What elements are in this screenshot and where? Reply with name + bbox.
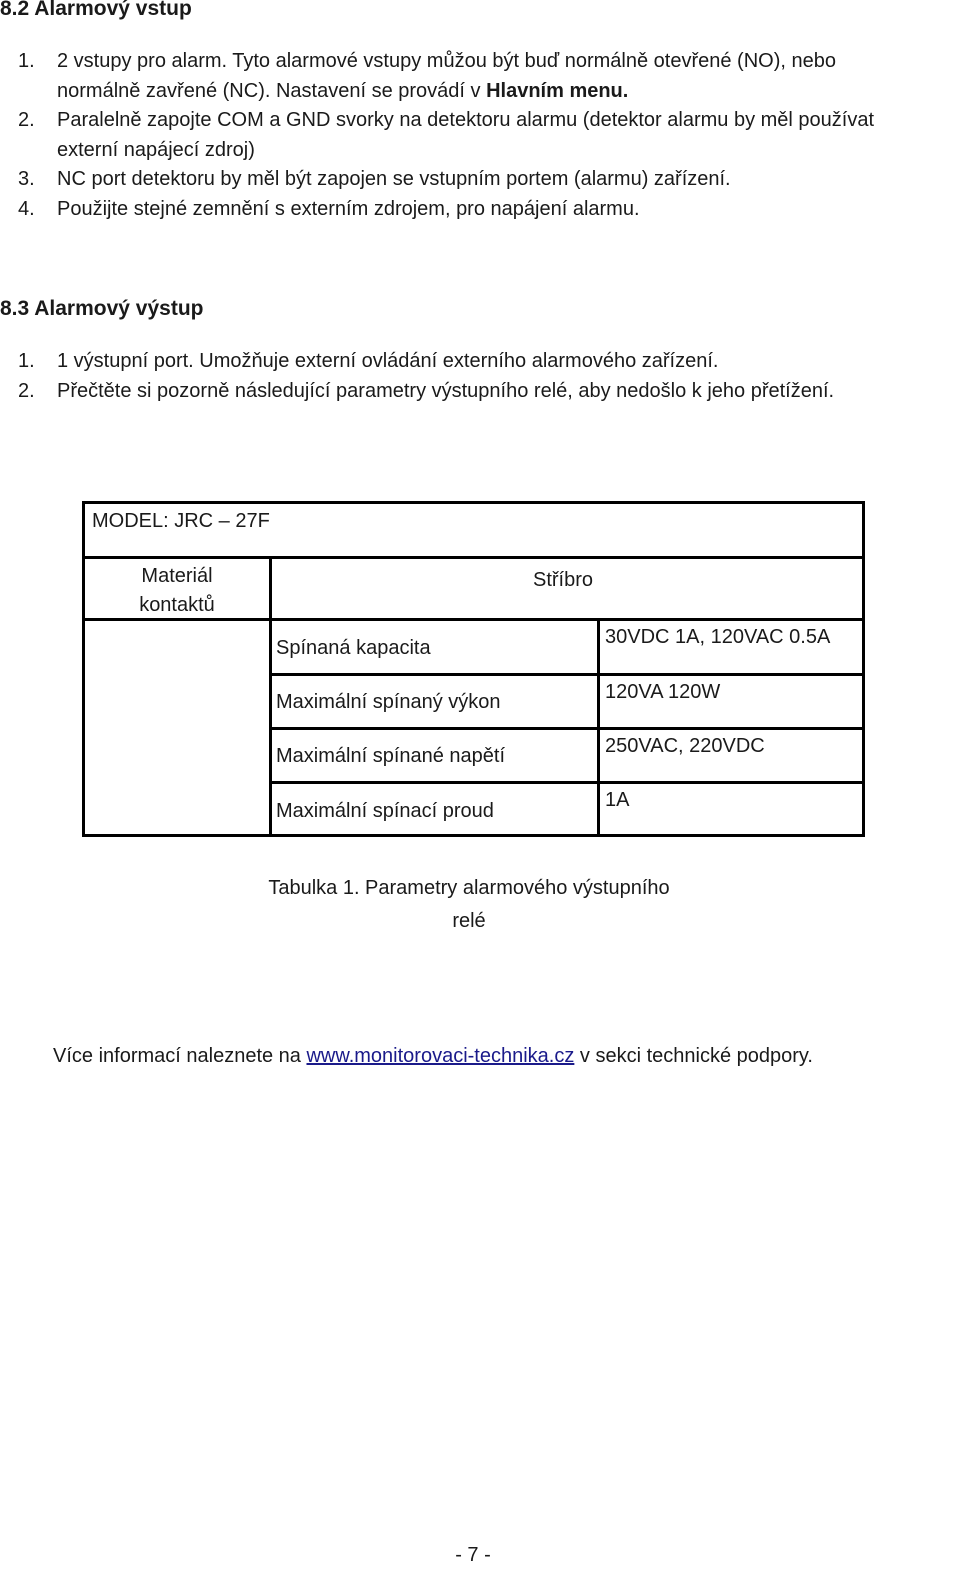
list-text-part: normálně zavřené (NC). Nastavení se provádí v bbox=[57, 80, 487, 102]
table-cell-value: 1A bbox=[605, 789, 630, 811]
list-item bbox=[0, 46, 960, 106]
table-cell-value: 250VAC, 220VDC bbox=[605, 735, 765, 757]
model-label: MODEL: JRC – 27F bbox=[92, 510, 270, 532]
more-info-prefix: Více informací naleznete na bbox=[53, 1045, 307, 1067]
contact-material-label-line: kontaktů bbox=[139, 594, 215, 616]
contact-material-label bbox=[85, 562, 269, 620]
section-heading-alarm-output: 8.3 Alarmový výstup bbox=[0, 297, 204, 320]
contact-material-label-line: Materiál bbox=[141, 565, 213, 587]
list-item bbox=[0, 346, 960, 376]
section-heading-alarm-input: 8.2 Alarmový vstup bbox=[0, 0, 192, 20]
list-text: 1 výstupní port. Umožňuje externí ovládání externího alarmového zařízení. bbox=[57, 350, 719, 372]
website-link[interactable]: www.monitorovaci-technika.cz bbox=[306, 1045, 575, 1067]
table-rule bbox=[269, 727, 862, 730]
table-caption bbox=[200, 872, 738, 938]
list-text-cont: externí napájecí zdroj) bbox=[57, 139, 255, 161]
table-rule bbox=[269, 781, 862, 784]
list-text: Paralelně zapojte COM a GND svorky na detektoru alarmu (detektor alarmu by měl používat bbox=[57, 109, 875, 131]
table-rule bbox=[597, 618, 600, 834]
table-cell-param: Spínaná kapacita bbox=[276, 637, 431, 659]
table-rule bbox=[269, 556, 272, 834]
list-number: 4. bbox=[18, 198, 35, 220]
table-cell-param: Maximální spínací proud bbox=[276, 800, 494, 822]
list-text-cont bbox=[57, 76, 628, 106]
main-menu-bold: Hlavním menu. bbox=[486, 80, 629, 102]
list-number: 3. bbox=[18, 168, 35, 190]
list-number: 1. bbox=[18, 350, 35, 372]
table-cell-value: 120VA 120W bbox=[605, 681, 721, 703]
table-cell-param: Maximální spínaný výkon bbox=[276, 691, 501, 713]
table-caption-line: Tabulka 1. Parametry alarmového výstupního bbox=[268, 877, 670, 899]
list-item bbox=[0, 194, 960, 224]
contact-material-value: Stříbro bbox=[533, 569, 594, 591]
more-info-text bbox=[53, 1041, 813, 1071]
list-number: 2. bbox=[18, 380, 35, 402]
list-text: Použijte stejné zemnění s externím zdrojem, pro napájení alarmu. bbox=[57, 198, 640, 220]
page-number: - 7 - bbox=[455, 1544, 491, 1566]
table-rule bbox=[85, 556, 862, 559]
list-item bbox=[0, 376, 960, 406]
list-text: Přečtěte si pozorně následující parametry výstupního relé, aby nedošlo k jeho přetížení. bbox=[57, 380, 835, 402]
table-cell-param: Maximální spínané napětí bbox=[276, 745, 506, 767]
relay-parameters-table bbox=[82, 501, 865, 837]
list-text: 2 vstupy pro alarm. Tyto alarmové vstupy můžou být buď normálně otevřené (NO), nebo bbox=[57, 50, 836, 72]
list-text: NC port detektoru by měl být zapojen se vstupním portem (alarmu) zařízení. bbox=[57, 168, 731, 190]
list-item bbox=[0, 105, 960, 165]
list-number: 1. bbox=[18, 50, 35, 72]
table-rule bbox=[269, 673, 862, 676]
list-item bbox=[0, 164, 960, 194]
table-caption-line: relé bbox=[452, 910, 486, 932]
list-number: 2. bbox=[18, 109, 35, 131]
more-info-suffix: v sekci technické podpory. bbox=[574, 1045, 813, 1067]
table-cell-value: 30VDC 1A, 120VAC 0.5A bbox=[605, 626, 831, 648]
